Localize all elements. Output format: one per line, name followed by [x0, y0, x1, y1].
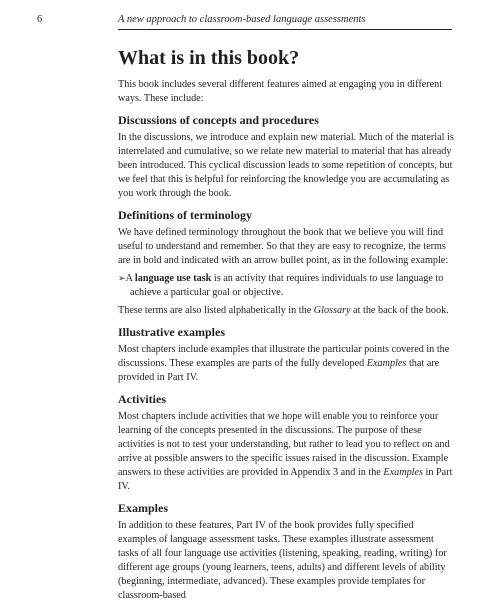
- glossary-text-before: These terms are also listed alphabetically in the: [118, 304, 314, 316]
- paragraph-glossary: [118, 304, 454, 318]
- page-number: 6: [37, 14, 43, 25]
- running-head: [0, 14, 480, 28]
- section-title: What is in this book?: [118, 47, 300, 69]
- bullet-prefix: A: [125, 272, 135, 284]
- heading-discussions: Discussions of concepts and procedures: [118, 112, 319, 127]
- activities-text-after: in Part IV.: [118, 466, 453, 492]
- paragraph-definitions: We have defined terminology throughout the book that we believe you will find useful to understand and remember. So that they are easy to recognize, the terms are in bold and indicated with an arrow bullet point, as in the following example:: [118, 227, 449, 267]
- illustrative-text-before: Most chapters include examples that illustrate the particular points covered in the discussions. These examples are parts of the fully developed: [118, 344, 450, 370]
- bullet-term: language use task: [134, 272, 212, 284]
- terminology-bullet: [118, 272, 454, 300]
- intro-paragraph: This book includes several different features aimed at engaging you in different ways. These include:: [118, 79, 443, 104]
- heading-illustrative: Illustrative examples: [118, 324, 225, 339]
- bullet-definition: is an activity that requires individuals to use language to achieve a particular goal or objective.: [130, 272, 444, 298]
- glossary-reference: Glossary: [313, 304, 351, 316]
- activities-examples-reference: Examples: [383, 466, 423, 478]
- illustrative-text-after: that are provided in Part IV.: [118, 358, 440, 383]
- illustrative-examples-reference: Examples: [366, 358, 407, 370]
- paragraph-activities: [118, 410, 454, 493]
- activities-text-before: Most chapters include activities that we hope will enable you to reinforce your learning of the concepts presented in the discussions. The purpose of these activities is not to test your understanding, but rather to lead you to reflect on and arrive at possible answers to the specific issues raised in the discussion. Example answers to these activities are provided in Appendix 3 and in the: [118, 411, 450, 478]
- glossary-text-after: at the back of the book.: [350, 304, 449, 316]
- page-content: [118, 44, 454, 606]
- heading-examples: Examples: [118, 500, 169, 515]
- header-rule: [118, 29, 452, 30]
- paragraph-examples: In addition to these features, Part IV of the book provides fully specified examples of language assessment tasks. These examples illustrate assessment tasks of all four language use activities (listening, speaking, reading, writing) for different age groups (young learners, teens, adults) and different levels of ability (beginning, intermediate, advanced). These examples provide templates for classroom-based: [118, 520, 447, 601]
- heading-activities: Activities: [118, 391, 166, 406]
- paragraph-illustrative: [118, 343, 454, 385]
- heading-definitions: Definitions of terminology: [118, 207, 252, 222]
- arrow-bullet-icon: ➢: [118, 273, 126, 284]
- running-title: A new approach to classroom-based language assessments: [118, 14, 366, 25]
- paragraph-discussions: In the discussions, we introduce and explain new material. Much of the material is interrelated and cumulative, so we relate new material to material that has already been introduced. This cyclical discussion leads to some repetition of concepts, but we feel that this is helpful for reinforcing the knowledge you are accumulating as you work through the book.: [118, 132, 454, 199]
